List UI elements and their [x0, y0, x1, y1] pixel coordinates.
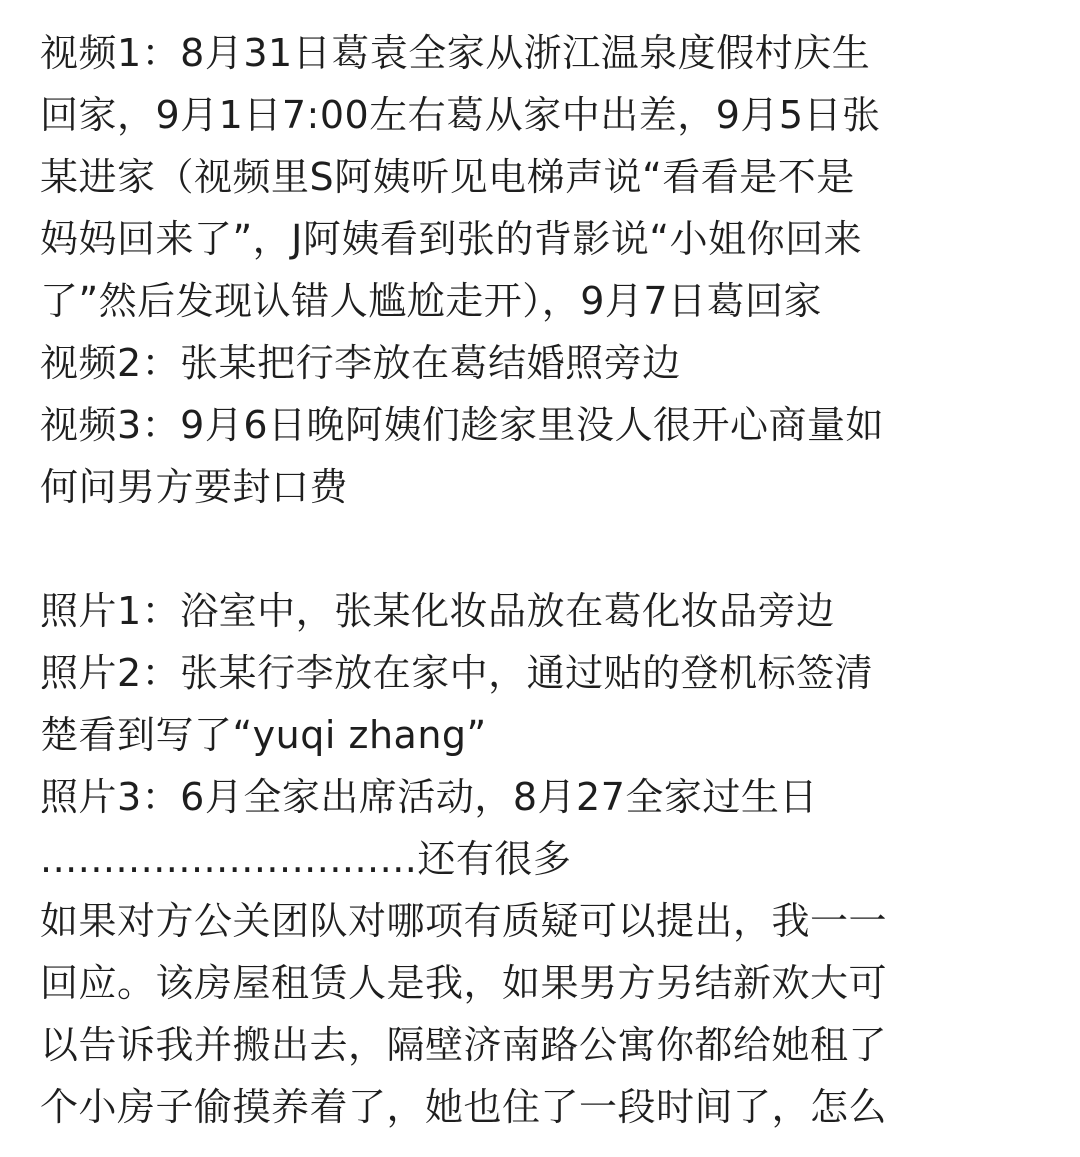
- text-line-photo2: 照片2：张某行李放在家中，通过贴的登机标签清: [40, 651, 874, 695]
- text-line: 个小房子偷摸养着了，她也住了一段时间了，怎么: [40, 1085, 888, 1129]
- text-line: 回应。该房屋租赁人是我，如果男方另结新欢大可: [40, 961, 888, 1005]
- text-line: 了”然后发现认错人尴尬走开），9月7日葛回家: [40, 279, 823, 323]
- text-line: 以告诉我并搬出去，隔壁济南路公寓你都给她租了: [40, 1023, 888, 1067]
- text-line: 如果对方公关团队对哪项有质疑可以提出，我一一: [40, 899, 888, 943]
- post-text-body: [40, 22, 1050, 1138]
- text-line-photo1: 照片1：浴室中，张某化妆品放在葛化妆品旁边: [40, 589, 835, 633]
- text-line-video2: 视频2：张某把行李放在葛结婚照旁边: [40, 341, 681, 385]
- text-line: 何问男方要封口费: [40, 465, 349, 509]
- text-line: 楚看到写了“yuqi zhang”: [40, 713, 487, 757]
- text-line-video3: 视频3：9月6日晚阿姨们趁家里没人很开心商量如: [40, 403, 885, 447]
- paragraph-gap: [40, 518, 1050, 580]
- text-line-video1: 视频1：8月31日葛袁全家从浙江温泉度假村庆生: [40, 31, 871, 75]
- text-line-photo3: 照片3：6月全家出席活动，8月27全家过生日: [40, 775, 818, 819]
- text-line: 某进家（视频里S阿姨听见电梯声说“看看是不是: [40, 155, 855, 199]
- text-line-more: ..............................还有很多: [40, 837, 572, 881]
- text-line: 妈妈回来了”，J阿姨看到张的背影说“小姐你回来: [40, 217, 863, 261]
- text-line: 回家，9月1日7:00左右葛从家中出差，9月5日张: [40, 93, 881, 137]
